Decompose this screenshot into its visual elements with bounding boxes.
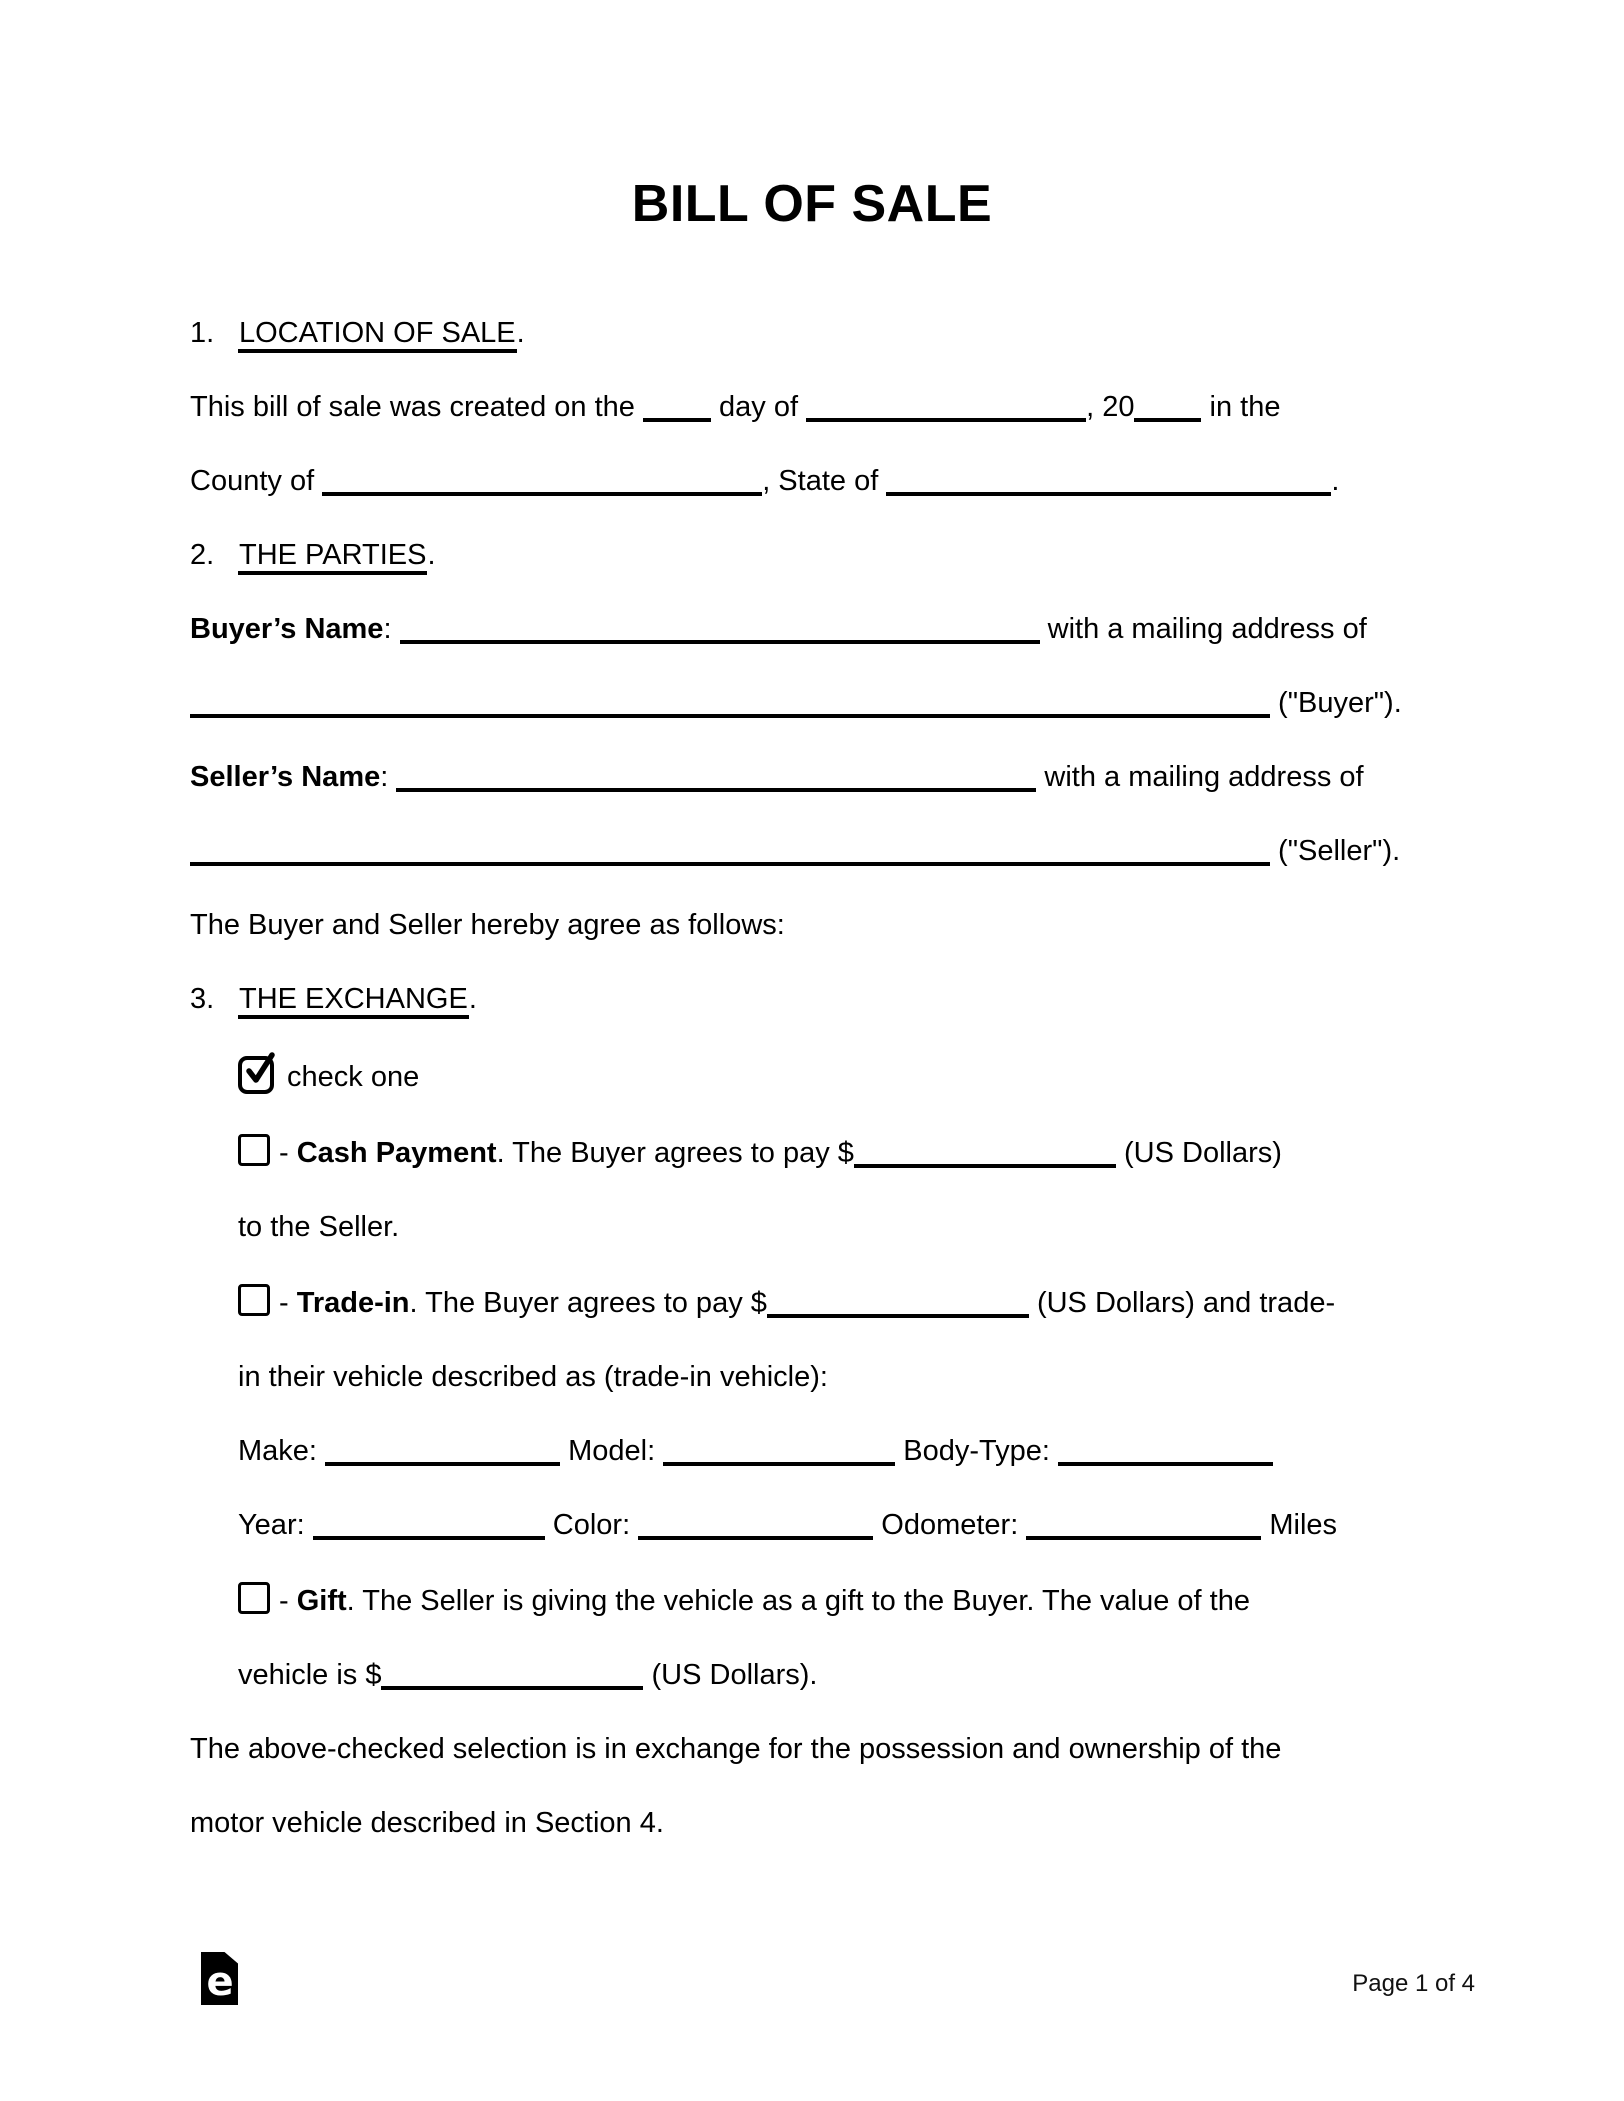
location-county-line xyxy=(190,464,1434,498)
document-title: BILL OF SALE xyxy=(631,175,993,233)
trade-dash: - xyxy=(279,1287,297,1319)
cash-amount-blank[interactable] xyxy=(854,1164,1116,1168)
day-blank[interactable] xyxy=(643,418,711,422)
state-label: , State of xyxy=(762,465,887,497)
gift-value-suffix: (US Dollars). xyxy=(643,1659,818,1691)
county-line-period: . xyxy=(1331,465,1340,497)
body-type-label: Body-Type: xyxy=(895,1435,1059,1467)
gift-label: Gift xyxy=(296,1585,347,1617)
vehicle-year-line xyxy=(190,1508,1434,1542)
seller-address-line xyxy=(190,834,1434,868)
gift-text: . The Seller is giving the vehicle as a gift to the Buyer. The value of the xyxy=(346,1585,1250,1617)
section-2-heading xyxy=(190,538,1434,572)
trade-in-line xyxy=(190,1284,1434,1320)
cash-payment-label: Cash Payment xyxy=(296,1137,497,1169)
trade-in-suffix: (US Dollars) and trade- xyxy=(1028,1287,1336,1319)
make-blank[interactable] xyxy=(325,1462,560,1466)
closing-text-2: motor vehicle described in Section 4. xyxy=(190,1807,664,1839)
buyer-address-blank[interactable] xyxy=(190,714,1270,718)
model-blank[interactable] xyxy=(663,1462,895,1466)
year-blank[interactable] xyxy=(1134,418,1201,422)
closing-line-2 xyxy=(190,1806,1434,1840)
section-3-heading xyxy=(190,982,1434,1016)
checked-checkbox-icon[interactable] xyxy=(238,1056,274,1094)
cash-payment-suffix: (US Dollars) xyxy=(1115,1137,1282,1169)
agreement-text: The Buyer and Seller hereby agree as follows: xyxy=(190,909,785,941)
miles-label: Miles xyxy=(1261,1509,1338,1541)
buyer-address-text: with a mailing address of xyxy=(1039,613,1367,645)
svg-text:e: e xyxy=(206,1959,234,2005)
section-1-period: . xyxy=(516,317,525,349)
closing-text-1: The above-checked selection is in exchange for the possession and ownership of the xyxy=(190,1733,1282,1765)
trade-in-text: . The Buyer agrees to pay $ xyxy=(409,1287,767,1319)
page-number: Page 1 of 4 xyxy=(1352,1970,1475,1997)
seller-name-line xyxy=(190,760,1434,794)
odometer-blank[interactable] xyxy=(1026,1536,1261,1540)
seller-address-blank[interactable] xyxy=(190,862,1270,866)
section-2-title: THE PARTIES xyxy=(238,539,427,575)
check-one-label: check one xyxy=(287,1061,420,1093)
seller-name-colon: : xyxy=(380,761,397,793)
color-blank[interactable] xyxy=(638,1536,873,1540)
cash-payment-text: . The Buyer agrees to pay $ xyxy=(496,1137,854,1169)
month-blank[interactable] xyxy=(806,418,1086,422)
location-date-line xyxy=(190,390,1434,424)
cash-payment-line xyxy=(190,1134,1434,1170)
body-type-blank[interactable] xyxy=(1058,1462,1273,1466)
gift-dash: - xyxy=(279,1585,297,1617)
color-label: Color: xyxy=(544,1509,639,1541)
gift-amount-blank[interactable] xyxy=(381,1686,643,1690)
date-text-4: in the xyxy=(1201,391,1281,423)
section-1-number: 1. xyxy=(190,317,215,349)
buyer-name-colon: : xyxy=(383,613,400,645)
buyer-paren-text: ("Buyer"). xyxy=(1270,687,1402,719)
section-1-title: LOCATION OF SALE xyxy=(238,317,517,353)
gift-continuation xyxy=(190,1658,1434,1692)
odometer-label: Odometer: xyxy=(873,1509,1027,1541)
document-page xyxy=(190,176,1434,1880)
make-label: Make: xyxy=(238,1435,326,1467)
date-text-1: This bill of sale was created on the xyxy=(190,391,643,423)
closing-line-1 xyxy=(190,1732,1434,1766)
section-3-title: THE EXCHANGE xyxy=(238,983,469,1019)
cash-payment-continuation xyxy=(190,1210,1434,1244)
trade-amount-blank[interactable] xyxy=(767,1314,1029,1318)
buyer-name-label: Buyer’s Name xyxy=(190,613,384,645)
gift-value-text: vehicle is $ xyxy=(238,1659,382,1691)
buyer-name-blank[interactable] xyxy=(400,640,1040,644)
date-text-3: , 20 xyxy=(1086,391,1135,423)
cash-continuation-text: to the Seller. xyxy=(238,1211,400,1243)
county-label: County of xyxy=(190,465,323,497)
section-2-number: 2. xyxy=(190,539,215,571)
gift-checkbox-icon[interactable] xyxy=(238,1582,270,1614)
section-3-period: . xyxy=(468,983,477,1015)
section-2-period: . xyxy=(427,539,436,571)
seller-address-text: with a mailing address of xyxy=(1036,761,1364,793)
buyer-name-line xyxy=(190,612,1434,646)
county-blank[interactable] xyxy=(322,492,762,496)
section-3-number: 3. xyxy=(190,983,215,1015)
seller-paren-text: ("Seller"). xyxy=(1270,835,1401,867)
state-blank[interactable] xyxy=(886,492,1331,496)
model-label: Model: xyxy=(560,1435,664,1467)
buyer-address-line xyxy=(190,686,1434,720)
gift-line xyxy=(190,1582,1434,1618)
seller-name-blank[interactable] xyxy=(396,788,1036,792)
section-1-heading xyxy=(190,316,1434,350)
trade-in-label: Trade-in xyxy=(296,1287,410,1319)
trade-in-continuation xyxy=(190,1360,1434,1394)
trade-continuation-text: in their vehicle described as (trade-in vehicle): xyxy=(238,1361,828,1393)
date-text-2: day of xyxy=(710,391,807,423)
check-one-line xyxy=(190,1056,1434,1094)
vehicle-year-blank[interactable] xyxy=(313,1536,545,1540)
seller-name-label: Seller’s Name xyxy=(190,761,381,793)
year-label: Year: xyxy=(238,1509,313,1541)
cash-payment-checkbox-icon[interactable] xyxy=(238,1134,270,1166)
agreement-line xyxy=(190,908,1434,942)
trade-in-checkbox-icon[interactable] xyxy=(238,1284,270,1316)
eforms-logo-icon xyxy=(201,1952,238,2005)
cash-dash: - xyxy=(279,1137,297,1169)
vehicle-make-line xyxy=(190,1434,1434,1468)
